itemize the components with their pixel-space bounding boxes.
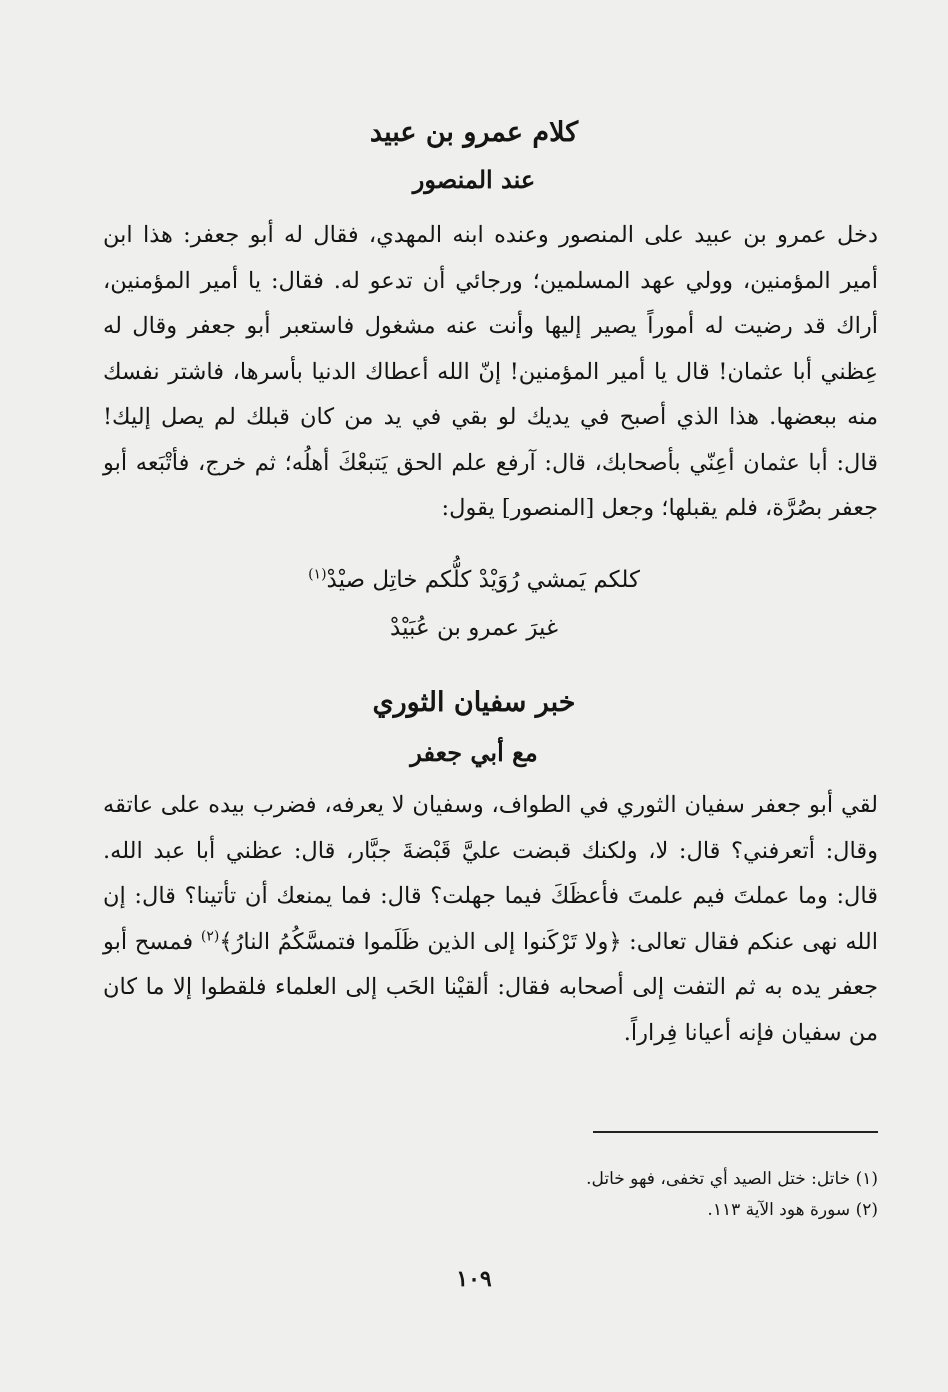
section-subtitle-1: عند المنصور bbox=[412, 165, 536, 194]
page-number: ١٠٩ bbox=[456, 1266, 492, 1292]
footnotes bbox=[103, 1164, 878, 1226]
footnote-2: (٢) سورة هود الآية ١١٣. bbox=[707, 1200, 878, 1220]
verse-line-1: كلكم يَمشي رُوَيْدْ كلُّكم خاتِل صيْدْ$^{(١)}$ bbox=[308, 566, 640, 593]
footnote-ref-2: (٢) bbox=[200, 928, 220, 944]
section-title-2: خبر سفيان الثوري bbox=[372, 687, 576, 718]
section-paragraph-2: لقي أبو جعفر سفيان الثوري في الطواف، وسفيان لا يعرفه، فضرب بيده على عاتقه وقال: أتعرفني؟ قال: لا، ولكنك قبضت عليَّ قَبْضةَ جبَّار، قال: عظني أبا عبد الله. قال: وما عملتَ فيم علمتَ فأعظَكَ فيما جهلت؟ قال: فما يمنعك أن تأتينا؟ قال: إن الله نهى عنكم فقال تعالى: ﴿ولا تَرْكَنوا إلى الذين ظَلَموا فتمسَّكُمُ النارُ﴾$^{(٢)}$ فمسح أبو جعفر يده به ثم التفت إلى أصحابه فقال: ألقيْنا الحَب إلى العلماء فلقطوا إلا ما كان من سفيان فإنه أعيانا فِراراً. bbox=[103, 792, 878, 1046]
footnote-1: (١) خاتل: ختل الصيد أي تخفى، فهو خاتل. bbox=[586, 1169, 878, 1189]
poem-verse bbox=[0, 556, 948, 652]
section-paragraph-1: دخل عمرو بن عبيد على المنصور وعنده ابنه المهدي، فقال له أبو جعفر: هذا ابن أمير المؤمنين، وولي عهد المسلمين؛ ورجائي أن تدعو له. فقال: يا أمير المؤمنين، أراك قد رضيت له أموراً يصير إليها وأنت عنه مشغول فاستعبر أبو جعفر وقال له عِظني أبا عثمان! قال يا أمير المؤمنين! إنّ الله أعطاك الدنيا بأسرها، فاشتر نفسك منه ببعضها. هذا الذي أصبح في يديك لو بقي في يد من كان قبلك لم يصل إليك! قال: أبا عثمان أعِنّي بأصحابك، قال: آرفع علم الحق يَتبعْكَ أهلُه؛ ثم خرج، فأتْبَعه أبو جعفر بصُرَّة، فلم يقبلها؛ وجعل [المنصور] يقول: bbox=[103, 222, 878, 521]
verse-line-2: غيرَ عمرو بن عُبَيْدْ bbox=[390, 615, 558, 641]
footnote-separator bbox=[593, 1131, 878, 1133]
section-title-1: كلام عمرو بن عبيد bbox=[369, 117, 579, 148]
footnote-ref-1: (١) bbox=[308, 566, 327, 583]
section-subtitle-2: مع أبي جعفر bbox=[410, 738, 538, 767]
